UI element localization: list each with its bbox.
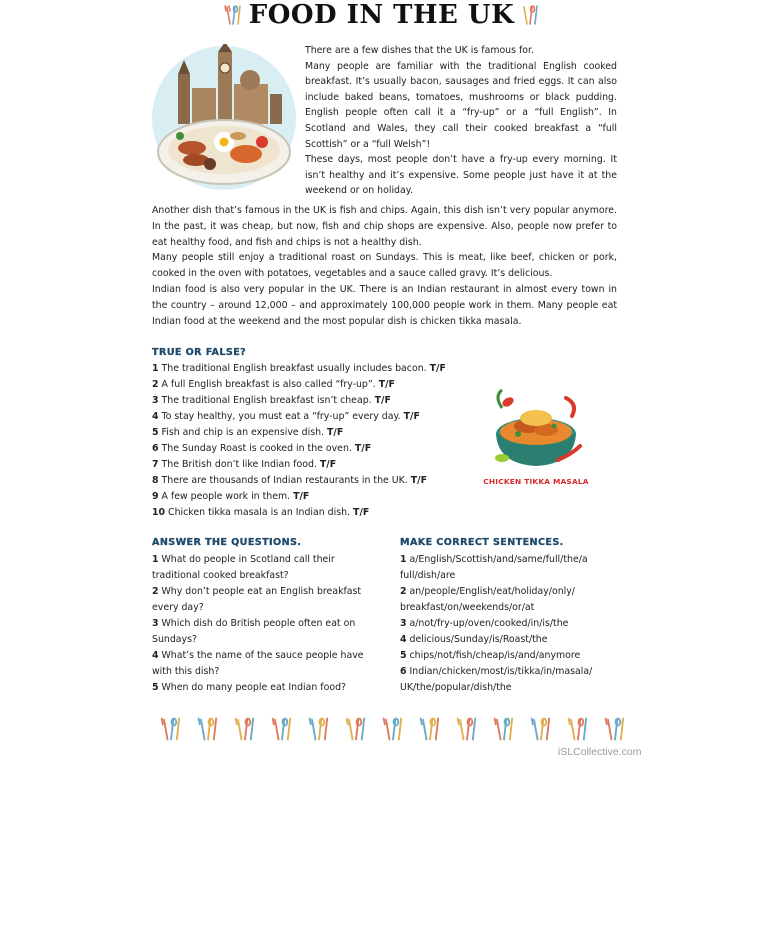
tf-choice: T/F — [327, 427, 344, 438]
utensils-icon — [519, 3, 541, 27]
list-item: 5 chips/not/fish/cheap/is/and/anymore — [400, 650, 581, 661]
utensils-icon — [565, 715, 591, 743]
answer-questions-heading: ANSWER THE QUESTIONS. — [152, 537, 302, 548]
body-text — [152, 203, 617, 329]
list-item: 4 delicious/Sunday/is/Roast/the — [400, 634, 548, 645]
tf-choice: T/F — [374, 395, 391, 406]
page-title: FOOD IN THE UK — [248, 0, 515, 30]
list-item: 3 The traditional English breakfast isn’t cheap. T/F — [152, 395, 391, 406]
list-item: 10 Chicken tikka masala is an Indian dish. T/F — [152, 507, 370, 518]
utensils-icon — [222, 3, 244, 27]
utensils-icon — [306, 715, 332, 743]
list-item: 2 Why don’t people eat an English breakfast every day? — [152, 586, 362, 613]
body-paragraph: Indian food is also very popular in the UK. There is an Indian restaurant in almost every town in the country – around 12,000 – and approximately 100,000 people work in them. Many people eat Indian food at the weekend and the most popular dish is chicken tikka masala. — [152, 283, 617, 327]
list-item: 2 A full English breakfast is also called “fry-up”. T/F — [152, 379, 395, 390]
intro-text — [305, 43, 617, 199]
list-item: 4 To stay healthy, you must eat a “fry-up” every day. T/F — [152, 411, 420, 422]
utensils-icon — [454, 715, 480, 743]
tf-choice: T/F — [410, 475, 427, 486]
intro-paragraph: Many people are familiar with the traditional English cooked breakfast. It’s usually bacon, sausages and fried eggs. It can also include baked beans, tomatoes, mushrooms or black pudding. English people often call it a “fry-up” or a “full English”. In Scotland and Wales, they call their cooked breakfast a “full Scottish” or a “full Welsh”! — [305, 60, 617, 150]
list-item: 5 When do many people eat Indian food? — [152, 682, 347, 693]
intro-paragraph: There are a few dishes that the UK is famous for. — [305, 45, 534, 56]
intro-paragraph: These days, most people don’t have a fry-up every morning. It isn’t healthy and it’s expensive. Some people just have it at the weekend or on holiday. — [305, 154, 617, 197]
make-sentences-list — [400, 552, 622, 696]
utensils-icon — [195, 715, 221, 743]
utensils-divider — [158, 715, 628, 743]
tf-choice: T/F — [378, 379, 395, 390]
tf-choice: T/F — [354, 443, 372, 454]
true-false-list — [152, 361, 482, 521]
list-item: 1 What do people in Scotland call their traditional cooked breakfast? — [152, 554, 335, 581]
utensils-icon — [602, 715, 628, 743]
tf-choice: T/F — [293, 491, 310, 502]
list-item: 7 The British don’t like Indian food. T/F — [152, 459, 337, 470]
list-item: 4 What’s the name of the sauce people have with this dish? — [152, 650, 364, 677]
list-item: 1 a/English/Scottish/and/same/full/the/a full/dish/are — [400, 554, 588, 581]
utensils-icon — [158, 715, 184, 743]
true-false-heading: TRUE OR FALSE? — [152, 347, 247, 358]
list-item: 6 The Sunday Roast is cooked in the oven. T/F — [152, 443, 372, 454]
list-item: 3 a/not/fry-up/oven/cooked/in/is/the — [400, 618, 569, 629]
list-item: 1 The traditional English breakfast usually includes bacon. T/F — [152, 363, 446, 374]
list-item: 6 Indian/chicken/most/is/tikka/in/masala/ UK/the/popular/dish/the — [400, 666, 593, 693]
title-row — [0, 0, 763, 34]
watermark: iSLCollective.com — [558, 746, 642, 758]
tf-choice: T/F — [429, 363, 446, 374]
list-item: 3 Which dish do British people often eat on Sundays? — [152, 618, 356, 645]
utensils-icon — [417, 715, 443, 743]
answer-questions-list — [152, 552, 372, 696]
make-sentences-heading: MAKE CORRECT SENTENCES. — [400, 537, 564, 548]
tikka-caption: CHICKEN TIKKA MASALA — [483, 477, 589, 486]
tf-choice: T/F — [403, 411, 420, 422]
list-item: 8 There are thousands of Indian restaurants in the UK. T/F — [152, 475, 427, 486]
list-item: 2 an/people/English/eat/holiday/only/ breakfast/on/weekends/or/at — [400, 586, 575, 613]
list-item: 5 Fish and chip is an expensive dish. T/F — [152, 427, 344, 438]
chicken-tikka-masala-illustration — [488, 388, 584, 472]
utensils-icon — [491, 715, 517, 743]
tf-choice: T/F — [319, 459, 337, 470]
body-paragraph: Many people still enjoy a traditional roast on Sundays. This is meat, like beef, chicken or pork, cooked in the oven with potatoes, vegetables and a sauce called gravy. It’s delicious. — [152, 252, 617, 280]
list-item: 9 A few people work in them. T/F — [152, 491, 310, 502]
utensils-icon — [269, 715, 295, 743]
utensils-icon — [528, 715, 554, 743]
utensils-icon — [343, 715, 369, 743]
utensils-icon — [380, 715, 406, 743]
tf-choice: T/F — [353, 507, 370, 518]
english-food-illustration — [150, 44, 298, 192]
utensils-icon — [232, 715, 258, 743]
body-paragraph: Another dish that’s famous in the UK is fish and chips. Again, this dish isn’t very popular anymore. In the past, it was cheap, but now, fish and chip shops are expensive. Also, people now prefer to eat healthy food, and fish and chips is not a healthy dish. — [152, 205, 617, 248]
